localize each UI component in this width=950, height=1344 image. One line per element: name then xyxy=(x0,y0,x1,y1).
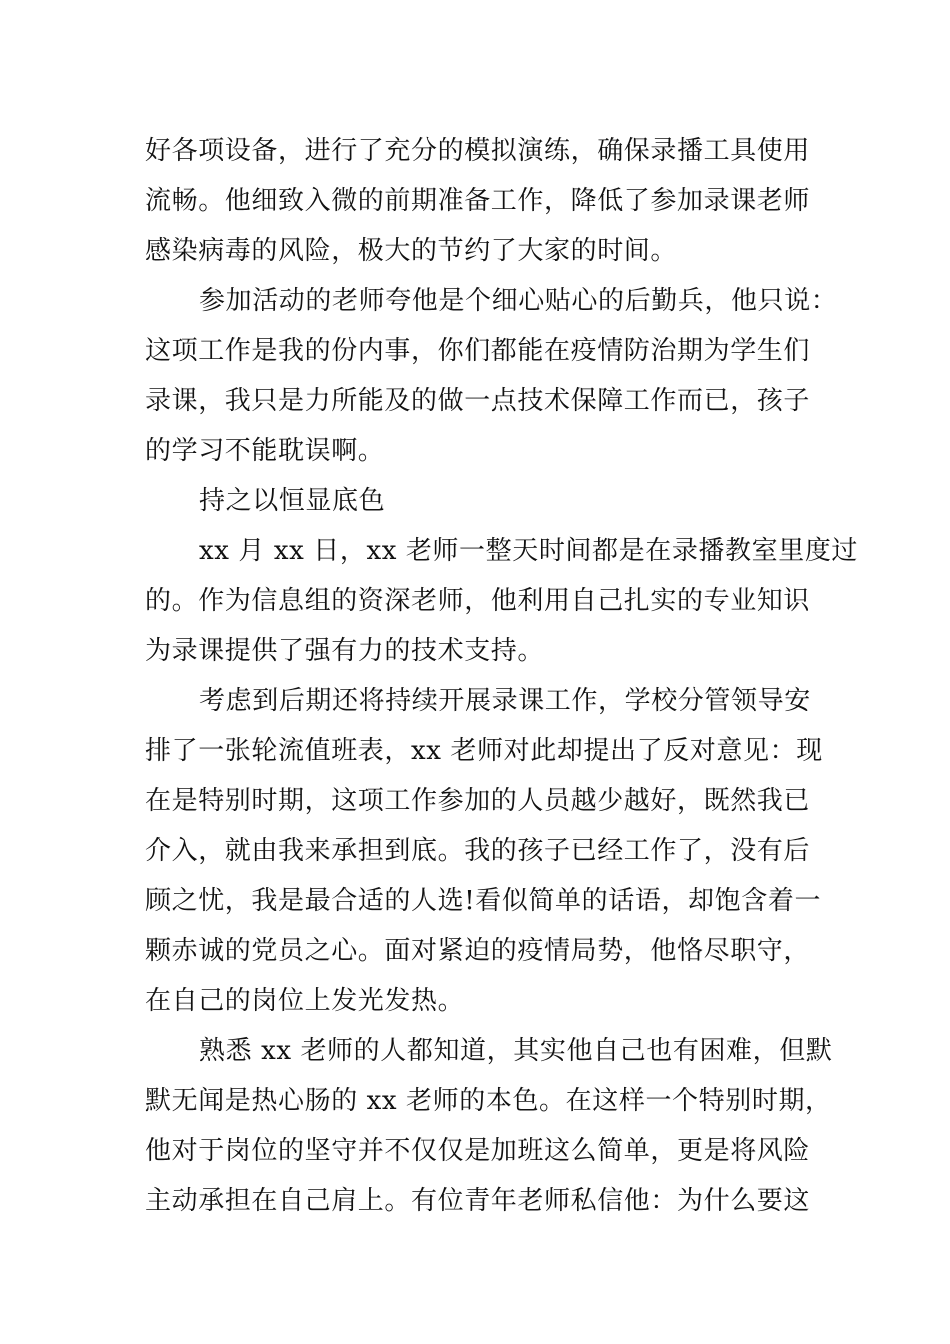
text-line: 排了一张轮流值班表，xx 老师对此却提出了反对意见：现 xyxy=(145,736,823,766)
body-text xyxy=(145,126,859,1226)
text-line: 在是特别时期，这项工作参加的人员越少越好，既然我已 xyxy=(145,786,811,816)
paragraph-start-line: 熟悉 xx 老师的人都知道，其实他自己也有困难，但默 xyxy=(199,1036,833,1066)
text-line: 录课，我只是力所能及的做一点技术保障工作而已，孩子 xyxy=(145,386,811,416)
text-line: 介入，就由我来承担到底。我的孩子已经工作了，没有后 xyxy=(145,836,811,866)
text-line: 好各项设备，进行了充分的模拟演练，确保录播工具使用 xyxy=(145,136,811,166)
text-line: 颗赤诚的党员之心。面对紧迫的疫情局势，他恪尽职守， xyxy=(145,936,811,966)
text-line: 这项工作是我的份内事，你们都能在疫情防治期为学生们 xyxy=(145,336,811,366)
section-heading: 持之以恒显底色 xyxy=(199,486,386,516)
text-line: 他对于岗位的坚守并不仅仅是加班这么简单，更是将风险 xyxy=(145,1136,811,1166)
text-line: 感染病毒的风险，极大的节约了大家的时间。 xyxy=(145,236,678,266)
paragraph-start-line: xx 月 xx 日，xx 老师一整天时间都是在录播教室里度过 xyxy=(199,536,859,566)
paragraph-start-line: 考虑到后期还将持续开展录课工作，学校分管领导安 xyxy=(199,686,811,716)
text-line: 流畅。他细致入微的前期准备工作，降低了参加录课老师 xyxy=(145,186,811,216)
text-line: 顾之忧，我是最合适的人选!看似简单的话语，却饱含着一 xyxy=(145,886,822,916)
text-line: 主动承担在自己肩上。有位青年老师私信他：为什么要这 xyxy=(145,1186,811,1216)
text-line: 的。作为信息组的资深老师，他利用自己扎实的专业知识 xyxy=(145,586,811,616)
text-line: 的学习不能耽误啊。 xyxy=(145,436,385,466)
text-line: 在自己的岗位上发光发热。 xyxy=(145,986,465,1016)
text-line: 为录课提供了强有力的技术支持。 xyxy=(145,636,545,666)
paragraph-start-line: 参加活动的老师夸他是个细心贴心的后勤兵，他只说： xyxy=(199,286,838,316)
text-line: 默无闻是热心肠的 xx 老师的本色。在这样一个特别时期， xyxy=(145,1086,832,1116)
